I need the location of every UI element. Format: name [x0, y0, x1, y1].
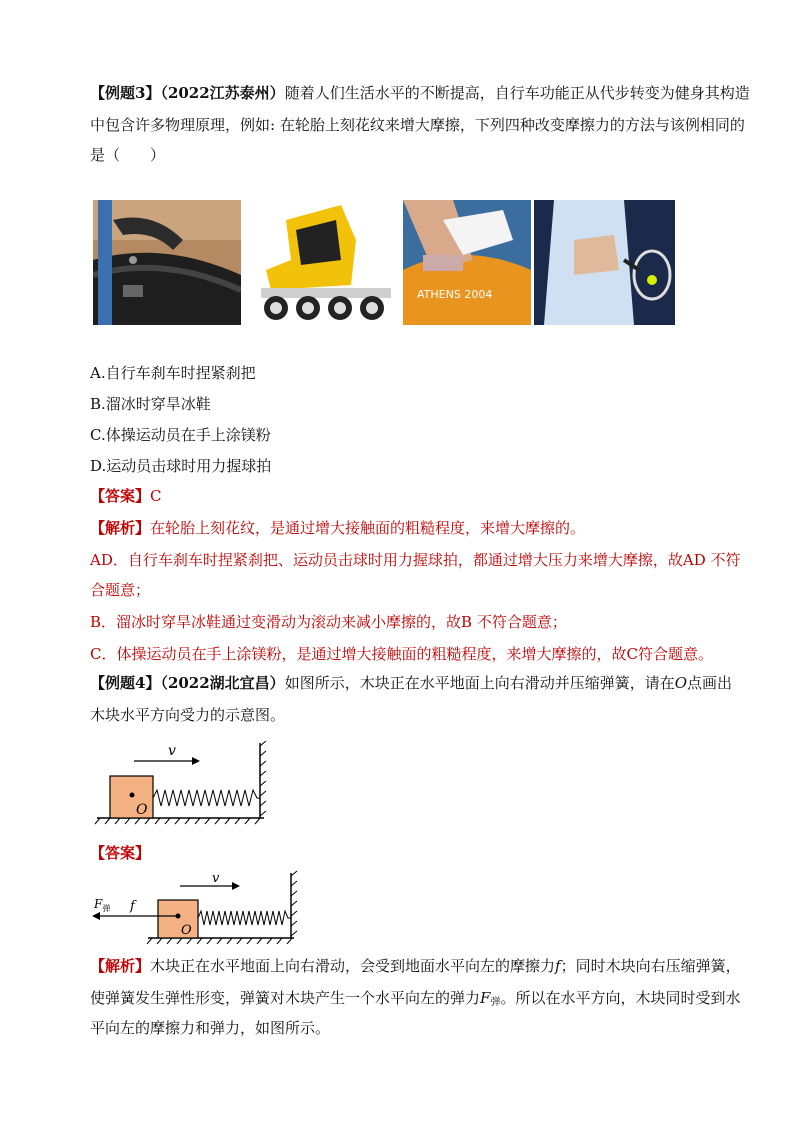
- q4-figure: [92, 738, 272, 828]
- q3-option-a: A.自行车刹车时捏紧刹把: [90, 364, 256, 382]
- q4-analysis-text1b: ；同时木块向右压缩弹簧，: [560, 957, 741, 975]
- q4-answer-tag-line: [90, 843, 150, 863]
- ans-o-label: O: [181, 923, 192, 938]
- tennis-photo: [534, 200, 675, 325]
- q3-stem-line2: 中包含许多物理原理，例如: 在轮胎上刻花纹来增大摩擦，下列四种改变摩擦力的方法与该例相同的: [90, 116, 745, 134]
- q4-analysis-line3: 平向左的摩擦力和弹力，如图所示。: [90, 1019, 331, 1037]
- fig-v-label: v: [168, 743, 176, 759]
- q4-analysis-text1a: 木块正在水平地面上向右滑动，会受到地面水平向左的摩擦力: [150, 957, 556, 975]
- athens-caption: ATHENS 2004: [417, 288, 493, 301]
- q4-tag: 【例题4】: [90, 674, 161, 692]
- ans-v-label: v: [212, 871, 220, 886]
- q4-analysis-tag: 【解析】: [90, 957, 151, 975]
- q4-stem-text1: 如图所示，木块正在水平地面上向右滑动并压缩弹簧，请在: [284, 674, 675, 692]
- q4-analysis-text2b: 。所以在水平方向，木块同时受到水: [500, 989, 741, 1007]
- q3-tag: 【例题3】: [90, 84, 161, 102]
- skate-photo: [246, 200, 401, 325]
- q4-point-label: O: [674, 674, 688, 692]
- q4-analysis-line2: [90, 988, 740, 1013]
- q4-stem-line2: 木块水平方向受力的示意图。: [90, 706, 286, 724]
- q4-analysis-line1: [90, 956, 741, 976]
- q3-answer-tag: 【答案】: [90, 487, 151, 505]
- q3-answer-value: C: [150, 487, 162, 505]
- q3-stem-text1: 随着人们生活水平的不断提高，自行车功能正从代步转变为健身其构造: [284, 84, 750, 102]
- q3-source: （2022江苏泰州）: [160, 84, 285, 102]
- q3-option-b: B.溜冰时穿旱冰鞋: [90, 395, 211, 413]
- ans-f-label: f: [130, 899, 135, 914]
- q4-stem-line1: [90, 673, 732, 693]
- q4-analysis-text2a: 使弹簧发生弹性形变，弹簧对木块产生一个水平向左的弹力: [90, 989, 481, 1007]
- point-o: [130, 793, 135, 798]
- brake-photo: [93, 200, 241, 325]
- q3-stem-line3: 是（ ）: [90, 146, 166, 164]
- q3-analysis-line4: B．溜冰时穿旱冰鞋通过变滑动为滚动来减小摩擦的，故B 不符合题意；: [90, 613, 567, 631]
- q3-analysis-line1: [90, 518, 585, 538]
- answer-wood-block: [158, 900, 198, 938]
- q3-analysis-text1: 在轮胎上刻花纹，是通过增大接触面的粗糙程度，来增大摩擦的。: [150, 519, 586, 537]
- q3-analysis-line2: AD．自行车刹车时捏紧刹把、运动员击球时用力握球拍，都通过增大压力来增大摩擦，故AD 不符: [90, 551, 741, 569]
- q4-answer-figure: [88, 868, 298, 944]
- q3-answer: [90, 486, 162, 506]
- q4-analysis-F-sub: 弹: [490, 997, 501, 1008]
- q3-analysis-tag: 【解析】: [90, 519, 151, 537]
- chalk-photo: [403, 200, 531, 325]
- q4-stem-text1-end: 点画出: [687, 674, 733, 692]
- q4-answer-tag: 【答案】: [90, 844, 151, 862]
- q3-stem-line1: [90, 83, 750, 103]
- q4-analysis-F: F: [480, 989, 491, 1007]
- q4-analysis-f: f: [555, 957, 561, 975]
- fig-o-label: O: [136, 802, 148, 818]
- q3-option-d: D.运动员击球时用力握球拍: [90, 457, 272, 475]
- q3-option-c: C.体操运动员在手上涂镁粉: [90, 426, 271, 444]
- spring: [153, 790, 260, 806]
- q4-source: （2022湖北宜昌）: [160, 674, 285, 692]
- q3-analysis-line3: 合题意；: [90, 581, 151, 599]
- ans-f-spring-label: $F_弹$: [94, 897, 111, 913]
- answer-spring: [198, 911, 291, 925]
- q3-analysis-line5: C．体操运动员在手上涂镁粉，是通过增大接触面的粗糙程度，来增大摩擦的，故C符合题意。: [90, 645, 713, 663]
